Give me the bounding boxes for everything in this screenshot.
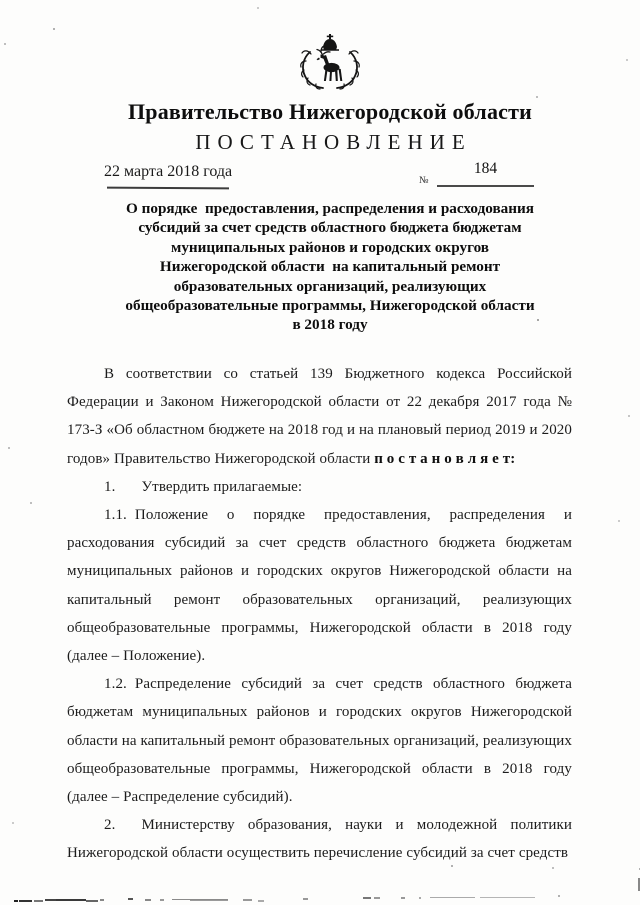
item-number: 1. xyxy=(104,478,116,495)
item-text: Положение о порядке предоставления, распределения и расходования субсидий за счет средств областного бюджета бюджетам муниципальных районов и городских округов Нижегородской области на капитальный ремонт образовательных организаций, реализующих общеобразовательные программы, Нижегородской области в 2018 году (далее – Положение). xyxy=(67,507,572,665)
coat-of-arms-svg xyxy=(294,33,366,91)
document-date: 22 марта 2018 года xyxy=(104,163,233,180)
scan-artifact xyxy=(480,897,535,898)
item-paragraph-2 xyxy=(67,811,572,867)
scan-speck xyxy=(257,7,259,9)
document-title xyxy=(20,199,640,335)
item-number: 1.2. xyxy=(104,676,127,693)
scan-artifact xyxy=(243,899,252,901)
scan-artifact xyxy=(86,900,98,902)
scan-artifact xyxy=(45,899,56,901)
scan-artifact xyxy=(258,900,264,902)
coat-of-arms-icon xyxy=(294,33,366,91)
title-line: образовательных организаций, реализующих xyxy=(173,277,487,295)
scan-artifact xyxy=(190,900,228,901)
scan-speck xyxy=(451,865,453,867)
scan-speck xyxy=(628,415,630,417)
title-line: субсидий за счет средств областного бюджета бюджетам xyxy=(138,219,522,237)
org-name: Правительство Нижегородской области xyxy=(127,99,532,124)
document-type-heading: ПОСТАНОВЛЕНИЕ xyxy=(195,130,472,154)
scan-speck xyxy=(536,96,538,98)
item-paragraph-1 xyxy=(67,473,572,501)
scan-artifact xyxy=(34,900,43,902)
scan-speck xyxy=(4,43,6,45)
scan-speck xyxy=(618,520,620,522)
scan-artifact xyxy=(56,899,86,901)
document-number: 184 xyxy=(473,160,498,177)
intro-resolves-word: п о с т а н о в л я е т: xyxy=(374,450,516,467)
item-text: Распределение субсидий за счет средств областного бюджета бюджетам муниципальных районов и городских округов Нижегородской области на капитальный ремонт образовательных организаций, реализующих общеобразовательные программы, Нижегородской области в 2018 году (далее – Распределение субсидий). xyxy=(67,676,572,806)
title-line: в 2018 году xyxy=(292,316,368,334)
item-number: 2. xyxy=(104,817,116,834)
scan-speck xyxy=(8,447,10,449)
scan-artifact xyxy=(419,897,421,899)
scan-speck xyxy=(552,867,554,869)
title-line: О порядке предоставления, распределения и расходования xyxy=(125,200,534,217)
scan-speck xyxy=(626,59,628,61)
scan-artifact xyxy=(374,897,380,899)
scan-artifact xyxy=(430,897,475,898)
item-text: Министерству образования, науки и молодежной политики Нижегородской области осуществить перечисление субсидий за счет средств xyxy=(67,817,572,862)
scan-artifact xyxy=(19,900,32,902)
scan-artifact xyxy=(100,899,104,901)
scan-speck xyxy=(537,319,539,321)
scan-artifact xyxy=(303,898,308,900)
number-underline xyxy=(437,185,534,187)
title-line: муниципальных районов и городских округов xyxy=(170,238,490,256)
item-text: Утвердить прилагаемые: xyxy=(141,478,303,495)
scan-artifact xyxy=(128,898,133,900)
scan-artifact xyxy=(363,897,371,899)
scan-speck xyxy=(53,28,55,30)
document-body xyxy=(67,360,572,868)
date-underline xyxy=(107,187,229,190)
item-paragraph-1-2 xyxy=(67,670,572,811)
item-paragraph-1-1 xyxy=(67,501,572,670)
scan-artifact xyxy=(14,900,18,902)
intro-paragraph xyxy=(67,360,572,473)
item-number: 1.1. xyxy=(104,507,127,524)
intro-text: В соответствии со статьей 139 Бюджетного кодекса Российской Федерации и Законом Нижегородской области от 22 декабря 2017 года № 173-З «Об областном бюджете на 2018 год и на плановый период 2019 и 2020 годов» Правительство Нижегородской области xyxy=(67,366,572,467)
scan-artifact xyxy=(401,897,405,899)
scan-speck xyxy=(12,822,14,824)
number-sign: № xyxy=(419,175,429,186)
scan-artifact xyxy=(160,899,164,901)
title-line: общеобразовательные программы, Нижегородской области xyxy=(125,297,535,315)
title-line: Нижегородской области на капитальный ремонт xyxy=(159,258,501,276)
scan-speck xyxy=(30,502,32,504)
scan-speck xyxy=(558,895,560,897)
scan-artifact xyxy=(145,899,151,901)
